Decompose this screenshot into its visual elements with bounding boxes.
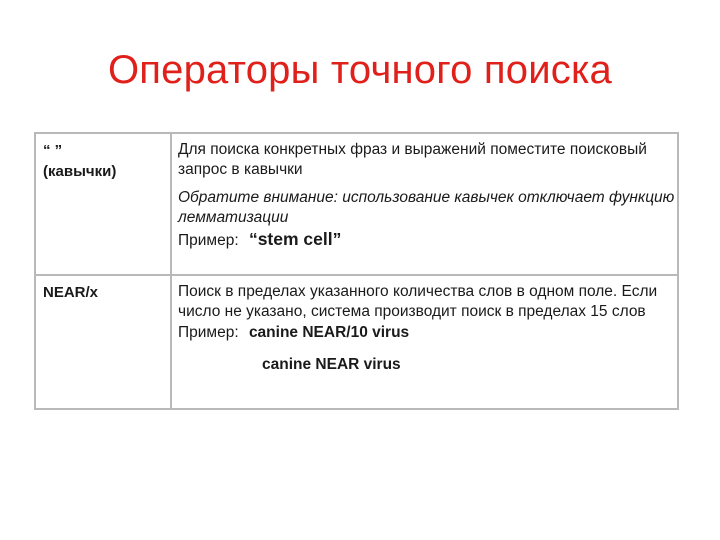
column-divider (170, 276, 172, 410)
column-divider (170, 134, 172, 274)
table-row-quotes (36, 134, 677, 274)
term-cell (43, 282, 165, 303)
description-cell (178, 282, 678, 392)
example-label: Пример: (178, 232, 239, 249)
term-cell (43, 140, 165, 182)
example-value: canine NEAR/10 virus (248, 324, 410, 341)
example-label: Пример: (178, 324, 239, 341)
term-name: NEAR/x (43, 284, 99, 301)
slide-title: Операторы точного поиска (107, 48, 613, 92)
example-value: “stem cell” (248, 229, 342, 249)
description-cell (178, 140, 678, 252)
term-symbol: “ ” (43, 142, 63, 159)
table-row-near (36, 274, 677, 410)
operators-table (34, 132, 679, 410)
term-name: (кавычки) (43, 163, 117, 180)
example-line (178, 322, 678, 344)
description-text: Для поиска конкретных фраз и выражений поместите поисковый запрос в кавычки (178, 141, 647, 178)
example-value-secondary: canine NEAR virus (262, 356, 401, 373)
note-text: Обратите внимание: использование кавычек отключает функцию лемматизации (178, 189, 675, 226)
example-line (178, 228, 678, 252)
description-text: Поиск в пределах указанного количества слов в одном поле. Если число не указано, система производит поиск в пределах 15 слов (178, 283, 658, 320)
